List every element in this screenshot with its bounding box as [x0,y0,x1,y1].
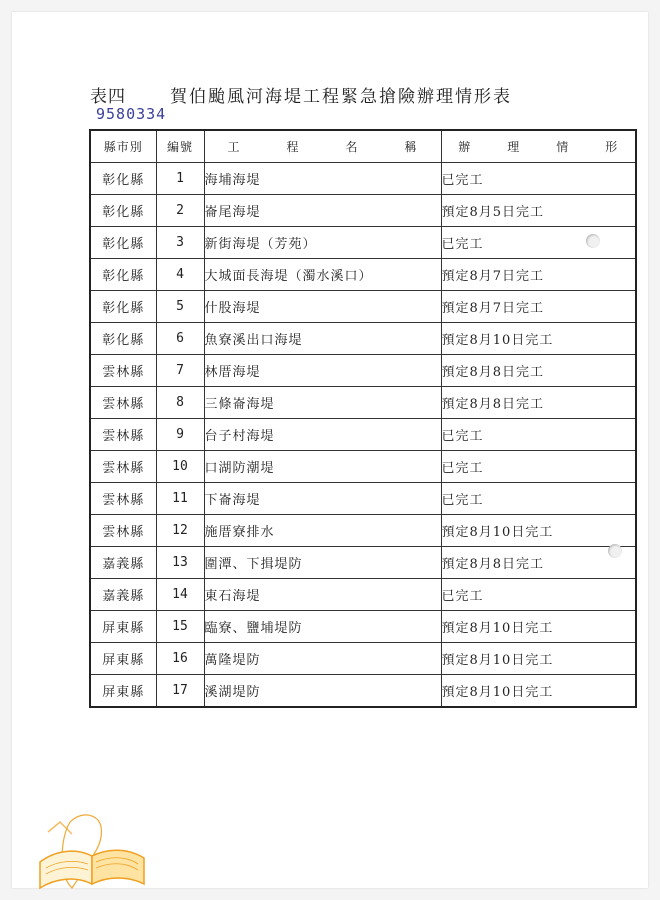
taiwan-book-logo-icon [32,802,152,897]
status-cell: 預定8月10日完工 [441,675,636,708]
project-name-cell: 下崙海堤 [204,483,441,515]
number-cell: 5 [156,291,204,323]
county-cell: 屏東縣 [90,675,156,708]
punch-hole [608,544,622,558]
county-cell: 彰化縣 [90,163,156,195]
project-name-cell: 萬隆堤防 [204,643,441,675]
header-name-char: 工 [227,140,241,154]
header-name-char: 程 [286,140,300,154]
project-name-cell: 魚寮溪出口海堤 [204,323,441,355]
header-status-char: 形 [605,140,619,154]
status-cell: 預定8月10日完工 [441,515,636,547]
project-name-cell: 圍潭、下揖堤防 [204,547,441,579]
header-status [441,130,636,163]
stamp-number: 9580334 [96,105,167,123]
status-cell: 預定8月8日完工 [441,355,636,387]
status-cell: 已完工 [441,483,636,515]
table-row [90,291,636,323]
table-row [90,355,636,387]
project-name-cell: 林厝海堤 [204,355,441,387]
punch-hole [586,234,600,248]
project-name-cell: 臨寮、鹽埔堤防 [204,611,441,643]
status-cell: 預定8月10日完工 [441,323,636,355]
county-cell: 雲林縣 [90,483,156,515]
document-page [12,12,648,888]
status-cell: 預定8月5日完工 [441,195,636,227]
number-cell: 7 [156,355,204,387]
number-cell: 11 [156,483,204,515]
status-cell: 預定8月7日完工 [441,259,636,291]
status-cell: 預定8月10日完工 [441,643,636,675]
county-cell: 彰化縣 [90,259,156,291]
county-cell: 雲林縣 [90,355,156,387]
number-cell: 3 [156,227,204,259]
number-cell: 4 [156,259,204,291]
header-status-char: 情 [556,140,570,154]
number-cell: 16 [156,643,204,675]
status-cell: 已完工 [441,419,636,451]
number-cell: 8 [156,387,204,419]
project-name-cell: 崙尾海堤 [204,195,441,227]
status-cell: 預定8月8日完工 [441,387,636,419]
header-name-char: 稱 [404,140,418,154]
number-cell: 1 [156,163,204,195]
number-cell: 6 [156,323,204,355]
project-name-cell: 東石海堤 [204,579,441,611]
number-cell: 15 [156,611,204,643]
number-cell: 2 [156,195,204,227]
header-status-char: 理 [507,140,521,154]
table-row [90,323,636,355]
table-title: 賀伯颱風河海堤工程緊急搶險辦理情形表 [170,87,512,107]
project-name-cell: 海埔海堤 [204,163,441,195]
status-cell: 已完工 [441,451,636,483]
county-cell: 雲林縣 [90,419,156,451]
table-row [90,387,636,419]
number-cell: 12 [156,515,204,547]
table-row [90,195,636,227]
table-header-row [90,130,636,163]
header-status-char: 辦 [458,140,472,154]
table-row [90,675,636,708]
table-row [90,547,636,579]
table-row [90,611,636,643]
number-cell: 9 [156,419,204,451]
project-name-cell: 台子村海堤 [204,419,441,451]
table-row [90,643,636,675]
county-cell: 彰化縣 [90,291,156,323]
project-name-cell: 施厝寮排水 [204,515,441,547]
county-cell: 雲林縣 [90,387,156,419]
header-number: 編號 [156,130,204,163]
county-cell: 屏東縣 [90,643,156,675]
number-cell: 13 [156,547,204,579]
table-row [90,515,636,547]
county-cell: 嘉義縣 [90,547,156,579]
status-cell: 預定8月8日完工 [441,547,636,579]
header-name-char: 名 [345,140,359,154]
table-row [90,259,636,291]
county-cell: 雲林縣 [90,451,156,483]
project-table [89,129,637,708]
number-cell: 10 [156,451,204,483]
project-name-cell: 什股海堤 [204,291,441,323]
status-cell: 預定8月7日完工 [441,291,636,323]
county-cell: 屏東縣 [90,611,156,643]
county-cell: 雲林縣 [90,515,156,547]
status-cell: 預定8月10日完工 [441,611,636,643]
table-row [90,451,636,483]
table-label: 表四 [90,87,126,107]
project-name-cell: 口湖防潮堤 [204,451,441,483]
county-cell: 彰化縣 [90,323,156,355]
table-row [90,227,636,259]
project-name-cell: 大城面長海堤（濁水溪口） [204,259,441,291]
table-title-line [90,82,610,108]
number-cell: 14 [156,579,204,611]
table-body [90,163,636,708]
table-row [90,483,636,515]
status-cell: 已完工 [441,163,636,195]
county-cell: 嘉義縣 [90,579,156,611]
project-name-cell: 新街海堤（芳苑） [204,227,441,259]
header-project-name [204,130,441,163]
project-name-cell: 溪湖堤防 [204,675,441,708]
header-county: 縣市別 [90,130,156,163]
project-name-cell: 三條崙海堤 [204,387,441,419]
status-cell: 已完工 [441,227,636,259]
county-cell: 彰化縣 [90,227,156,259]
table-row [90,579,636,611]
table-row [90,419,636,451]
county-cell: 彰化縣 [90,195,156,227]
table-row [90,163,636,195]
number-cell: 17 [156,675,204,708]
status-cell: 已完工 [441,579,636,611]
